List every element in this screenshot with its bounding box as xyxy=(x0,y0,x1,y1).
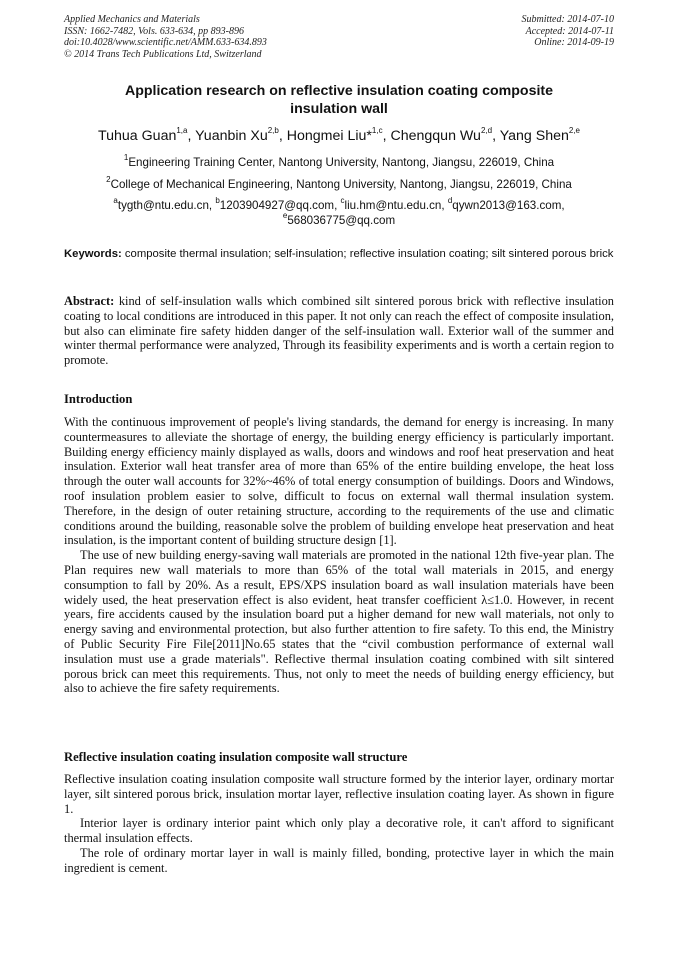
keywords-text: composite thermal insulation; self-insulation; reflective insulation coating; silt sintered porous brick xyxy=(121,248,614,260)
paragraph: The role of ordinary mortar layer in wall is mainly filled, bonding, protective layer in which the main ingredient is cement. xyxy=(64,845,614,875)
section-heading-introduction: Introduction xyxy=(64,392,133,406)
email-address: qywn2013@163.com, xyxy=(452,199,565,212)
submitted-date: Submitted: 2014-07-10 xyxy=(521,14,614,25)
paragraph: Interior layer is ordinary interior paint which only play a decorative role, it can't afford to significant thermal insulation effects. xyxy=(64,816,614,846)
online-date: Online: 2014-09-19 xyxy=(534,37,614,49)
email-sup: e xyxy=(282,210,288,220)
paragraph: The use of new building energy-saving wall materials are promoted in the national 12th five-year plan. The Plan requires new wall materials to more than 65% of the total wall materials in 2015, and energy consumption to fall by 20%. As a result, EPS/XPS insulation board as wall insulation materials have been widely used, the heat preservation effect is also evident, heat transfer coefficient λ≤1.0. However, in recent years, fire accidents caused by the insulation board put a higher demand for new wall materials, not only to energy saving and environmental protection, but also further attention to fire safety. To this end, the Ministry of Public Security Fire File[2011]No.65 states that the “civil combustion performance of external wall insulation must use a grade materials". Reflective thermal insulation coating combined with silt sintered porous brick can meet this requirements. Thus, not only to meet the needs of building energy efficiency, but also to achieve the fire safety requirements. xyxy=(64,548,614,696)
paragraph: With the continuous improvement of people's living standards, the demand for energy is increasing. In many countermeasures to alleviate the shortage of energy, the building energy efficiency is particularly important. Building energy efficiency mainly displayed as walls, doors and windows and roof heat preservation and heat insulation. Exterior wall heat transfer area of more than 65% of the entire building envelope, the heat loss through the outer wall accounts for 32%~46% of total energy consumption of buildings. Doors and Windows, roof insulation problem easier to solve, difficult to focus on external wall thermal insulation system. Therefore, in the design of outer retaining structure, according to the requirements of the use and climatic conditions around the building, reasonable solve the problem of building envelope heat preservation and heat insulation, is the important content of building structure design [1]. xyxy=(64,415,614,548)
affiliation-1 xyxy=(64,153,614,170)
author-name: Tuhua Guan xyxy=(98,128,177,144)
author-sup: 2,e xyxy=(568,126,580,136)
introduction-body xyxy=(64,415,614,696)
email-address: liu.hm@ntu.edu.cn, xyxy=(344,199,448,212)
author-name: Yuanbin Xu xyxy=(195,128,268,144)
email-address: 1203904927@qq.com, xyxy=(219,199,341,212)
paper-title xyxy=(64,82,614,118)
affiliation-sup: 1 xyxy=(123,153,129,163)
copyright-line: © 2014 Trans Tech Publications Ltd, Switzerland xyxy=(64,48,262,60)
author-sup: 2,d xyxy=(480,126,493,136)
author-name: Yang Shen xyxy=(499,128,569,144)
author-sep: , xyxy=(187,128,196,144)
author-sup: 2,b xyxy=(267,126,279,136)
paragraph: Reflective insulation coating insulation composite wall structure formed by the interior layer, ordinary mortar layer, silt sintered porous brick, insulation mortar layer, reflective insulation coating layer. As shown in figure 1. xyxy=(64,772,614,816)
affiliation-text: Engineering Training Center, Nantong University, Nantong, Jiangsu, 226019, China xyxy=(128,156,555,169)
email-address: tygth@ntu.edu.cn, xyxy=(117,199,216,212)
keywords xyxy=(64,248,614,262)
affiliation-sup: 2 xyxy=(106,175,111,185)
email-sup: a xyxy=(113,196,118,206)
title-line-1: Application research on reflective insulation coating composite xyxy=(124,83,554,99)
issn-line: ISSN: 1662-7482, Vols. 633-634, pp 893-896 xyxy=(64,25,244,37)
accepted-date: Accepted: 2014-07-11 xyxy=(525,25,614,37)
email-sup: b xyxy=(215,196,220,206)
email-sup: d xyxy=(447,196,453,206)
author-list xyxy=(64,127,614,145)
keywords-label: Keywords: xyxy=(64,248,122,260)
title-line-2: insulation wall xyxy=(290,101,388,117)
abstract xyxy=(64,294,614,368)
journal-info xyxy=(64,14,267,60)
affiliation-text: College of Mechanical Engineering, Nantong University, Nantong, Jiangsu, 226019, China xyxy=(110,178,572,191)
author-sep: , xyxy=(278,128,287,144)
author-name: Chengqun Wu xyxy=(390,128,481,144)
author-sup: 1,c xyxy=(371,126,383,136)
author-name: Hongmei Liu* xyxy=(286,128,372,144)
author-emails xyxy=(64,196,614,228)
abstract-text: kind of self-insulation walls which combined silt sintered porous brick with reflective insulation coating to local conditions are introduced in this paper. It not only can reach the effect of composite insulation, but also can eliminate fire safety hidden danger of the self-insulation wall. Exterior wall of the summer and winter thermal performance were analyzed, Through its feasibility experiments and is worth a certain region to promote. xyxy=(64,294,614,368)
abstract-label: Abstract: xyxy=(64,294,115,308)
doi-line: doi:10.4028/www.scientific.net/AMM.633-634.893 xyxy=(64,37,267,49)
author-sup: 1,a xyxy=(176,126,188,136)
section-heading-structure: Reflective insulation coating insulation composite wall structure xyxy=(64,750,408,764)
journal-name: Applied Mechanics and Materials xyxy=(64,14,200,25)
email-sup: c xyxy=(340,196,345,206)
structure-body xyxy=(64,772,614,876)
affiliation-2 xyxy=(64,175,614,192)
email-address: 568036775@qq.com xyxy=(287,213,396,227)
dates-info xyxy=(522,14,615,49)
author-sep: , xyxy=(492,128,500,144)
author-sep: , xyxy=(382,128,391,144)
